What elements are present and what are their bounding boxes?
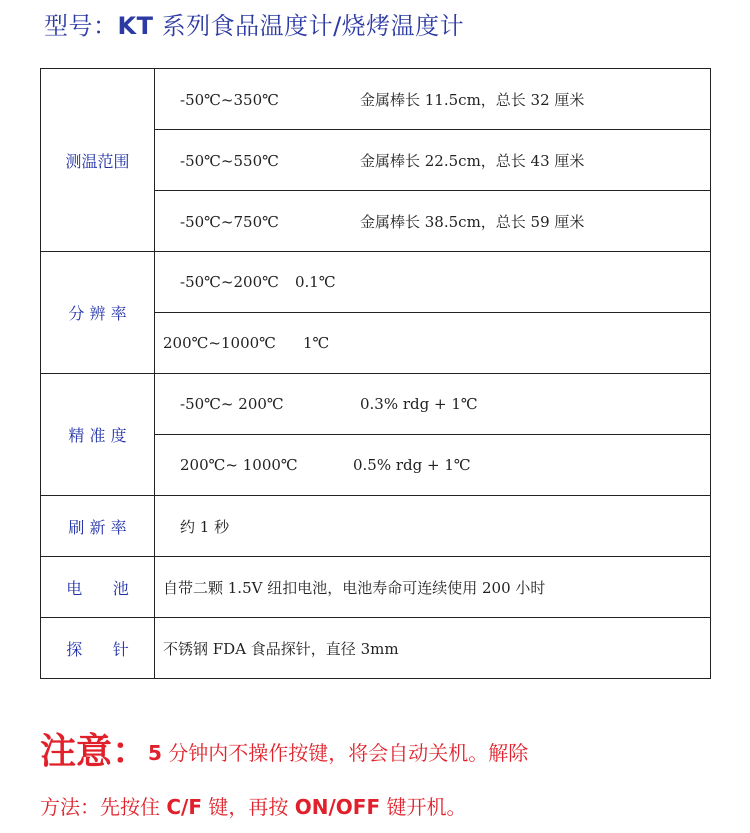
notice-heading: 注意： [40, 730, 149, 772]
notice-line2-prefix: 方法：先按住 [40, 795, 167, 819]
range-value: -50℃~550℃ [180, 151, 279, 170]
title-model: KT [117, 12, 154, 40]
value-cell [155, 435, 711, 496]
range-value: -50℃~ 200℃ [180, 395, 284, 413]
value-cell [155, 557, 711, 618]
value-cell [155, 313, 711, 374]
label-probe: 探 针 [41, 618, 155, 679]
value-cell [155, 618, 711, 679]
table-row [41, 252, 711, 313]
spec-table [40, 68, 711, 679]
label-refresh-rate: 刷 新 率 [41, 496, 155, 557]
value-cell [155, 496, 711, 557]
range-value: -50℃~200℃ [180, 273, 279, 291]
resolution-value: 0.1℃ [295, 273, 336, 291]
battery-value: 自带二颗 1.5V 纽扣电池，电池寿命可连续使用 200 小时 [163, 578, 546, 597]
value-cell [155, 191, 711, 252]
notice-line2-end: 键开机。 [380, 795, 467, 819]
range-value: -50℃~350℃ [180, 90, 279, 109]
table-row [41, 496, 711, 557]
table-row [41, 557, 711, 618]
probe-length-value: 金属棒长 38.5cm，总长 59 厘米 [360, 212, 585, 231]
value-cell [155, 130, 711, 191]
title-rest: 系列食品温度计/烧烤温度计 [153, 12, 465, 40]
range-value: -50℃~750℃ [180, 212, 279, 231]
notice-line2-mid: 键，再按 [202, 795, 295, 819]
label-resolution: 分 辨 率 [41, 252, 155, 374]
table-row [41, 374, 711, 435]
resolution-value: 1℃ [303, 334, 330, 352]
notice [40, 728, 730, 830]
table-row [41, 69, 711, 130]
page-title [44, 6, 464, 41]
probe-length-value: 金属棒长 11.5cm，总长 32 厘米 [360, 90, 585, 109]
notice-key-cf: C/F [166, 795, 203, 819]
label-battery: 电 池 [41, 557, 155, 618]
notice-line1: 分钟内不操作按键，将会自动关机。解除 [161, 741, 529, 765]
notice-line2 [40, 784, 730, 830]
value-cell [155, 69, 711, 130]
probe-value: 不锈钢 FDA 食品探针，直径 3mm [163, 639, 399, 658]
notice-minutes: 5 [148, 741, 162, 765]
range-value: 200℃~ 1000℃ [180, 456, 298, 474]
probe-length-value: 金属棒长 22.5cm，总长 43 厘米 [360, 151, 585, 170]
value-cell [155, 252, 711, 313]
table-row [41, 618, 711, 679]
label-accuracy: 精 准 度 [41, 374, 155, 496]
range-value: 200℃~1000℃ [163, 334, 276, 352]
accuracy-value: 0.3% rdg + 1℃ [360, 395, 478, 413]
refresh-rate-value: 约 1 秒 [180, 517, 230, 536]
title-prefix: 型号： [44, 12, 118, 40]
accuracy-value: 0.5% rdg + 1℃ [353, 456, 471, 474]
label-measure-range: 测温范围 [41, 69, 155, 252]
value-cell [155, 374, 711, 435]
notice-key-onoff: ON/OFF [294, 795, 381, 819]
